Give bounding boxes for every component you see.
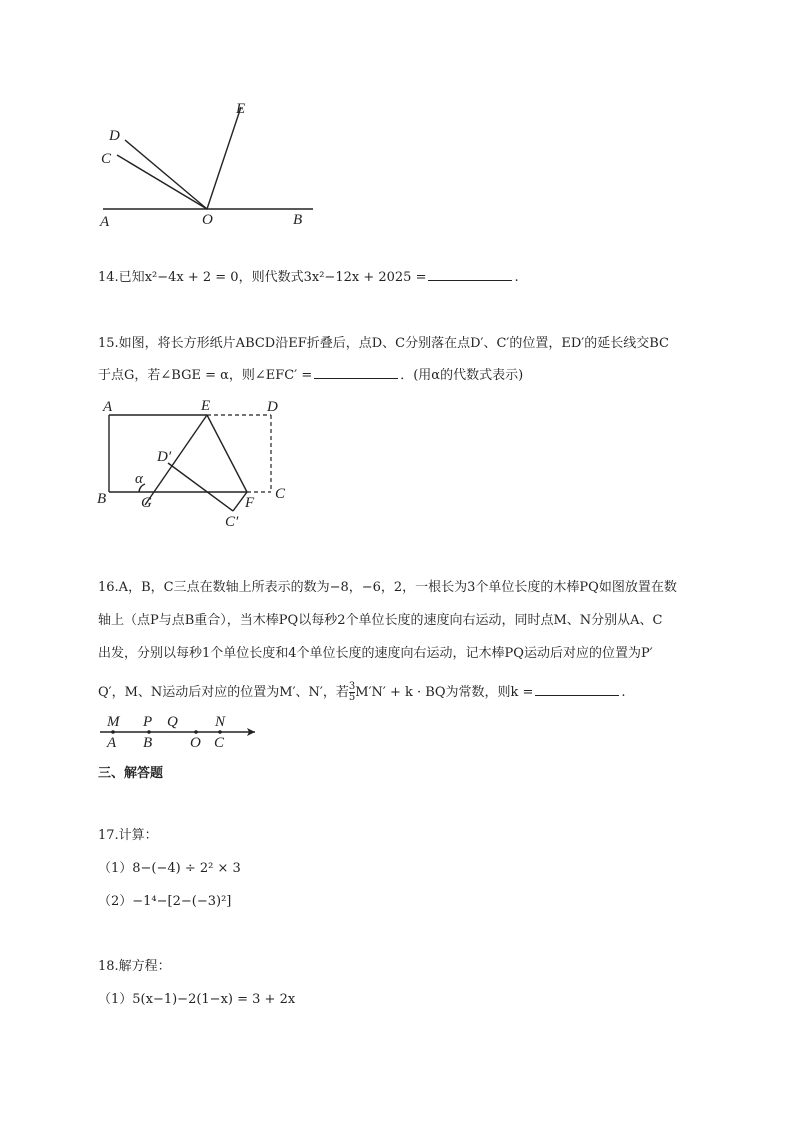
question-17-part2: （2）−1⁴−[2−(−3)²]: [98, 894, 232, 909]
q14-expression: 3x²−12x + 2025 =: [303, 270, 427, 285]
label-A: A: [103, 399, 113, 415]
label-F: F: [245, 495, 255, 511]
label-A: A: [107, 735, 117, 751]
angle-figure: [95, 95, 325, 235]
label-E: E: [201, 398, 211, 414]
label-Q: Q: [167, 714, 178, 730]
question-18-part1: （1）5(x−1)−2(1−x) = 3 + 2x: [98, 992, 296, 1007]
ray-OE: [207, 107, 241, 209]
label-D: D: [109, 128, 120, 144]
label-C: C: [101, 151, 112, 167]
question-15-line2: [98, 366, 523, 386]
fraction-denominator: 5: [348, 692, 356, 703]
label-alpha: α: [135, 471, 143, 487]
q14-equation: x²−4x + 2 = 0: [144, 270, 239, 285]
question-16-line1: 16.A，B，C三点在数轴上所表示的数为−8，−6，2，一根长为3个单位长度的木棒PQ如图放置在数: [98, 580, 677, 595]
fraction-numerator: 3: [348, 681, 356, 692]
section-heading: 三、解答题: [98, 766, 164, 781]
question-14: [98, 268, 519, 288]
q14-prefix: 14.已知: [98, 270, 145, 285]
q15-line2-post: ．(用α的代数式表示): [400, 368, 524, 383]
question-18-title: 18.解方程：: [98, 959, 171, 974]
question-16-line3: 出发，分别以每秒1个单位长度和4个单位长度的速度向右运动，记木棒PQ运动后对应的位置为P′: [98, 646, 653, 661]
label-M: M: [107, 714, 120, 730]
label-O: O: [202, 212, 213, 228]
label-O: O: [190, 735, 201, 751]
q16-line4-pre: Q′，M、N运动后对应的位置为M′、N′，若: [98, 685, 349, 700]
q15-line2-pre: 于点G，若∠BGE = α，则∠EFC′ =: [98, 368, 313, 383]
question-15-line1: 15.如图，将长方形纸片ABCD沿EF折叠后，点D、C分别落在点D′、C′的位置，ED′的延长线交BC: [98, 336, 669, 351]
label-E: E: [236, 101, 246, 117]
question-16-line2: 轴上（点P与点B重合），当木棒PQ以每秒2个单位长度的速度向右运动，同时点M、N分别从A、C: [98, 613, 663, 628]
label-D: D: [267, 399, 278, 415]
label-N: N: [215, 714, 226, 730]
ray-OC: [117, 155, 207, 209]
question-17-title: 17.计算：: [98, 828, 158, 843]
question-17-part1: （1）8−(−4) ÷ 2² × 3: [98, 861, 241, 876]
label-B: B: [97, 491, 107, 507]
label-B: B: [293, 212, 303, 228]
label-C: C: [214, 735, 225, 751]
label-C: C: [275, 486, 286, 502]
answer-blank[interactable]: [535, 683, 619, 696]
label-B: B: [143, 735, 153, 751]
q14-end: .: [514, 270, 519, 285]
answer-blank[interactable]: [314, 366, 398, 379]
label-G: G: [141, 495, 152, 511]
number-line-figure: [95, 710, 270, 755]
label-D-prime: D′: [157, 449, 172, 465]
fold-figure: [95, 395, 295, 535]
answer-blank[interactable]: [428, 268, 512, 281]
question-16-line4: [98, 682, 626, 703]
label-C-prime: C′: [225, 514, 239, 530]
q14-mid: ，则代数式: [238, 270, 304, 285]
q16-line4-end: .: [621, 685, 626, 700]
label-P: P: [143, 714, 153, 730]
q16-line4-mid: M′N′ + k · BQ为常数，则k =: [355, 685, 534, 700]
ray-OD: [125, 140, 207, 209]
label-A: A: [100, 214, 110, 230]
